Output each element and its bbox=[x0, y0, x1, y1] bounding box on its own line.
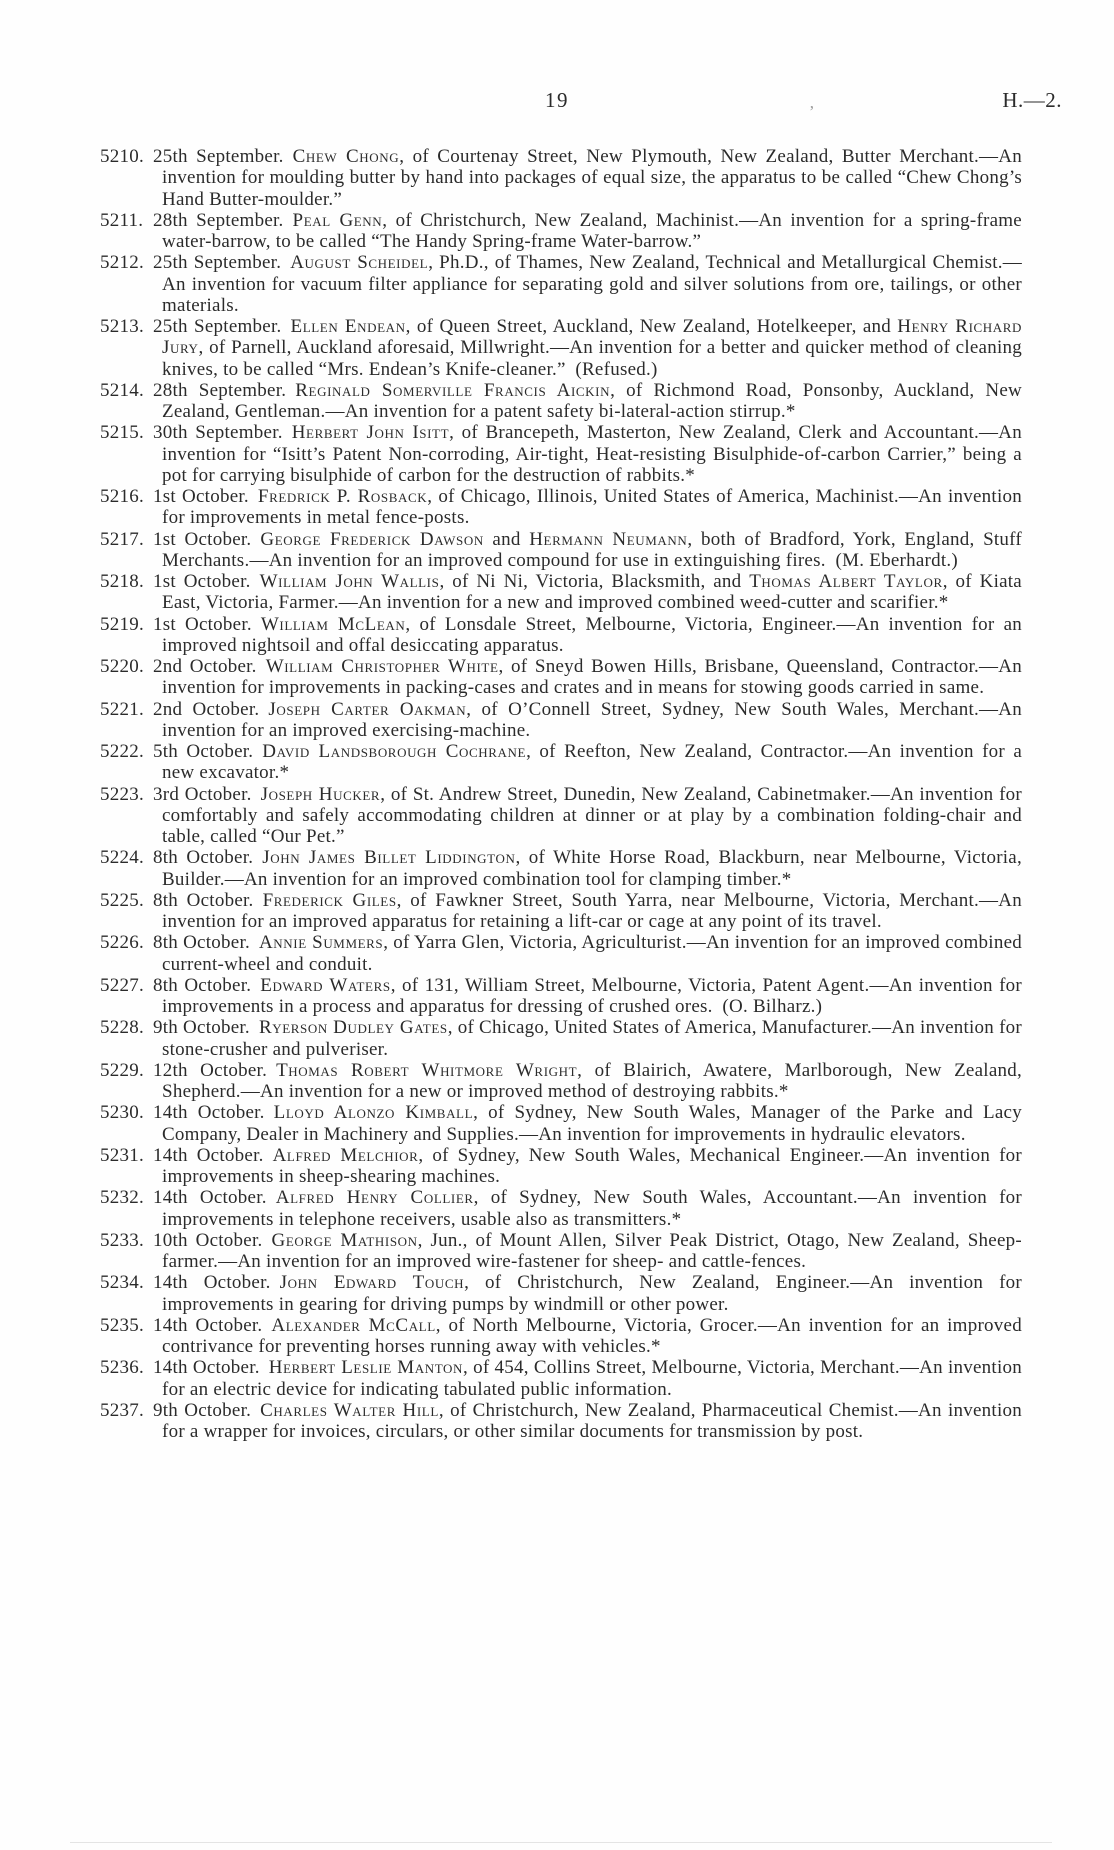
patent-entry bbox=[100, 614, 1022, 657]
entry-date: 14th October. bbox=[153, 1314, 263, 1336]
entry-text: , of Christchurch, New Zealand, Machinist.—An invention for a spring-frame water-barrow, to be called “The Handy Spring-frame Water-barrow.” bbox=[162, 209, 1022, 252]
entry-date: 10th October. bbox=[153, 1229, 263, 1251]
entry-body bbox=[162, 1017, 1022, 1059]
applicant-name: Charles Walter Hill bbox=[260, 1399, 439, 1421]
entry-number: 5219. bbox=[100, 613, 144, 635]
applicant-name: Joseph Hucker bbox=[260, 783, 381, 805]
entry-body bbox=[162, 1400, 1022, 1442]
entry-text: , of Ni Ni, Victoria, Blacksmith, and bbox=[439, 571, 750, 592]
applicant-name: Alexander McCall bbox=[271, 1314, 436, 1336]
applicant-name: John James Billet Liddington bbox=[262, 847, 516, 869]
entry-body bbox=[162, 741, 1022, 783]
entry-body bbox=[162, 380, 1022, 422]
patent-entry bbox=[100, 316, 1022, 380]
scan-artifact-comma: , bbox=[809, 93, 814, 112]
entry-body bbox=[162, 932, 1022, 974]
patent-entry bbox=[100, 1060, 1022, 1103]
entry-number: 5218. bbox=[100, 571, 144, 592]
entry-body bbox=[162, 784, 1022, 848]
applicant-name: Alfred Melchior bbox=[272, 1144, 419, 1166]
entry-text: , of Parnell, Auckland aforesaid, Millwright.—An invention for a better and quicker method of cleaning knives, to be called “Mrs. Endean’s Knife-cleaner.” (Refused.) bbox=[162, 337, 1022, 380]
entry-body bbox=[162, 1060, 1022, 1102]
entry-text: , of Sydney, New South Wales, Accountant.—An invention for improvements in telephone receivers, usable also as transmitters.* bbox=[162, 1187, 1022, 1230]
entry-text: , of O’Connell Street, Sydney, New South Wales, Merchant.—An invention for an improved exercising-machine. bbox=[162, 698, 1022, 741]
entry-body bbox=[162, 1272, 1022, 1314]
applicant-name: David Landsborough Cochrane bbox=[262, 741, 527, 762]
patent-entry bbox=[100, 741, 1022, 784]
applicant-name: Fredrick P. Rosback bbox=[257, 486, 428, 507]
patent-entry bbox=[100, 1017, 1022, 1060]
entry-date: 28th September. bbox=[153, 209, 284, 231]
patent-entry bbox=[100, 422, 1022, 486]
entry-number: 5236. bbox=[100, 1357, 144, 1379]
entry-text: , of Sneyd Bowen Hills, Brisbane, Queensland, Contractor.—An invention for improvements in packing-cases and crates and in means for stowing goods carried in same. bbox=[162, 656, 1022, 699]
entry-body bbox=[162, 571, 1022, 613]
applicant-name: Frederick Giles bbox=[262, 889, 397, 911]
entry-number: 5216. bbox=[100, 486, 144, 507]
entry-number: 5226. bbox=[100, 932, 144, 954]
entry-date: 1st October. bbox=[153, 528, 252, 550]
patent-entry bbox=[100, 146, 1022, 210]
entry-text: , of Fawkner Street, South Yarra, near Melbourne, Victoria, Merchant.—An invention for an improved apparatus for retaining a lift-car or cage at any point of its travel. bbox=[162, 889, 1022, 932]
entry-date: 2nd October. bbox=[153, 656, 257, 677]
entry-body bbox=[162, 1187, 1022, 1229]
applicant-name: Reginald Somerville Francis Aickin bbox=[295, 379, 611, 401]
patent-entry bbox=[100, 1272, 1022, 1315]
entry-body bbox=[162, 146, 1022, 210]
entry-date: 1st October. bbox=[153, 571, 251, 592]
patent-entry bbox=[100, 486, 1022, 529]
entry-body bbox=[162, 252, 1022, 316]
entry-number: 5227. bbox=[100, 974, 144, 996]
entry-body bbox=[162, 1102, 1022, 1144]
entry-body bbox=[162, 847, 1022, 889]
patent-entry bbox=[100, 1230, 1022, 1273]
entry-date: 5th October. bbox=[153, 741, 254, 762]
applicant-name: Henry Richard Jury bbox=[162, 316, 1023, 359]
patent-entry bbox=[100, 529, 1022, 572]
applicant-name: Peal Genn bbox=[292, 209, 383, 231]
entry-text: , Ph.D., of Thames, New Zealand, Technical and Metallurgical Chemist.—An invention for vacuum filter appliance for separating gold and silver solutions from ore, tailings, or other materials. bbox=[162, 252, 1022, 316]
entry-date: 8th October. bbox=[153, 974, 252, 996]
entry-number: 5233. bbox=[100, 1229, 144, 1251]
patent-entry bbox=[100, 252, 1022, 316]
entry-number: 5231. bbox=[100, 1144, 144, 1166]
entry-number: 5234. bbox=[100, 1272, 144, 1294]
entry-number: 5229. bbox=[100, 1059, 144, 1081]
entry-number: 5232. bbox=[100, 1187, 144, 1209]
entry-text: , of Sydney, New South Wales, Mechanical Engineer.—An invention for improvements in sheep-shearing machines. bbox=[162, 1144, 1022, 1187]
applicant-name: Hermann Neumann bbox=[529, 528, 688, 550]
entry-body bbox=[162, 656, 1022, 698]
entry-number: 5235. bbox=[100, 1314, 144, 1336]
applicant-name: Thomas Robert Whitmore Wright bbox=[276, 1059, 578, 1081]
entry-text: , of Christchurch, New Zealand, Engineer.—An invention for improvements in gearing for driving pumps by windmill or other power. bbox=[162, 1272, 1022, 1315]
patent-entry bbox=[100, 656, 1022, 699]
entry-text: , of Chicago, Illinois, United States of America, Machinist.—An invention for improvements in metal fence-posts. bbox=[162, 486, 1022, 529]
entry-date: 14th October. bbox=[153, 1102, 265, 1124]
entry-body bbox=[162, 486, 1022, 528]
patent-entry bbox=[100, 571, 1022, 614]
entry-body bbox=[162, 890, 1022, 932]
entry-text: , of Blairich, Awatere, Marlborough, New Zealand, Shepherd.—An invention for a new or improved method of destroying rabbits.* bbox=[162, 1059, 1023, 1102]
applicant-name: Alfred Henry Collier bbox=[275, 1187, 474, 1209]
entry-date: 14th October. bbox=[153, 1187, 267, 1209]
entry-text: , of White Horse Road, Blackburn, near Melbourne, Victoria, Builder.—An invention for an improved combination tool for clamping timber.* bbox=[162, 847, 1022, 890]
applicant-name: Thomas Albert Taylor bbox=[749, 571, 943, 592]
entry-number: 5214. bbox=[100, 379, 144, 401]
entry-date: 8th October. bbox=[153, 889, 254, 911]
patent-entry bbox=[100, 699, 1022, 742]
entry-text: , of Kiata East, Victoria, Farmer.—An invention for a new and improved combined weed-cutter and scarifier.* bbox=[162, 571, 1022, 614]
entry-text: , of North Melbourne, Victoria, Grocer.—An invention for an improved contrivance for preventing horses running away with vehicles.* bbox=[162, 1314, 1022, 1357]
applicant-name: Ellen Endean bbox=[290, 316, 406, 337]
entry-number: 5228. bbox=[100, 1017, 144, 1039]
entry-date: 3rd October. bbox=[153, 783, 252, 805]
entry-date: 25th September. bbox=[153, 316, 282, 337]
entry-body bbox=[162, 975, 1022, 1017]
entry-number: 5212. bbox=[100, 252, 144, 274]
applicant-name: Joseph Carter Oakman bbox=[268, 698, 467, 720]
entry-text: , Jun., of Mount Allen, Silver Peak District, Otago, New Zealand, Sheep-farmer.—An invention for an improved wire-fastener for sheep- and cattle-fences. bbox=[162, 1229, 1022, 1272]
entry-date: 14th October. bbox=[153, 1357, 260, 1379]
patent-entry bbox=[100, 1315, 1022, 1358]
entry-text: , of Sydney, New South Wales, Manager of the Parke and Lacy Company, Dealer in Machinery and Supplies.—An invention for improvements in hydraulic elevators. bbox=[162, 1102, 1022, 1145]
entry-date: 30th September. bbox=[153, 422, 283, 444]
entry-date: 1st October. bbox=[153, 613, 252, 635]
applicant-name: August Scheidel bbox=[290, 252, 429, 274]
entry-text: and bbox=[483, 528, 530, 550]
page-header bbox=[0, 88, 1114, 118]
entry-body bbox=[162, 1230, 1022, 1272]
entry-number: 5223. bbox=[100, 783, 144, 805]
entry-text: , of Queen Street, Auckland, New Zealand, Hotelkeeper, and bbox=[405, 316, 898, 337]
entry-date: 1st October. bbox=[153, 486, 249, 507]
entry-text: , of Richmond Road, Ponsonby, Auckland, New Zealand, Gentleman.—An invention for a patent safety bi-lateral-action stirrup.* bbox=[162, 379, 1022, 422]
entry-text: , of 454, Collins Street, Melbourne, Victoria, Merchant.—An invention for an electric device for indicating tabulated public information. bbox=[162, 1357, 1022, 1400]
entry-body bbox=[162, 529, 1022, 571]
entry-number: 5224. bbox=[100, 847, 144, 869]
patent-entry bbox=[100, 380, 1022, 423]
applicant-name: Lloyd Alonzo Kimball bbox=[273, 1102, 474, 1124]
entry-date: 14th October. bbox=[153, 1144, 264, 1166]
patent-entries-list bbox=[100, 146, 1022, 1442]
entry-number: 5217. bbox=[100, 528, 144, 550]
entry-date: 8th October. bbox=[153, 932, 250, 954]
patent-entry bbox=[100, 932, 1022, 975]
entry-number: 5220. bbox=[100, 656, 144, 677]
patent-entry bbox=[100, 1400, 1022, 1443]
entry-date: 28th September. bbox=[153, 379, 287, 401]
entry-number: 5213. bbox=[100, 316, 144, 337]
patent-entry bbox=[100, 1145, 1022, 1188]
applicant-name: William McLean bbox=[260, 613, 406, 635]
patent-entry bbox=[100, 1102, 1022, 1145]
applicant-name: Edward Waters bbox=[260, 974, 391, 996]
applicant-name: John Edward Touch bbox=[279, 1272, 465, 1294]
patent-entry bbox=[100, 210, 1022, 253]
entry-date: 25th September. bbox=[153, 146, 284, 167]
entry-date: 8th October. bbox=[153, 847, 254, 869]
patent-entry bbox=[100, 1357, 1022, 1400]
entry-number: 5222. bbox=[100, 741, 144, 762]
entry-date: 25th September. bbox=[153, 252, 282, 274]
entry-body bbox=[162, 210, 1022, 252]
entry-date: 2nd October. bbox=[153, 698, 260, 720]
entry-date: 14th October. bbox=[153, 1272, 271, 1294]
entry-text: , both of Bradford, York, England, Stuff Merchants.—An invention for an improved compound for use in extinguishing fires. (M. Eberhardt.) bbox=[162, 528, 1022, 571]
entry-body bbox=[162, 699, 1022, 741]
entry-body bbox=[162, 422, 1022, 486]
entry-body bbox=[162, 316, 1022, 380]
entry-date: 9th October. bbox=[153, 1399, 252, 1421]
patent-entry bbox=[100, 975, 1022, 1018]
entry-body bbox=[162, 1145, 1022, 1187]
entry-date: 9th October. bbox=[153, 1017, 250, 1039]
applicant-name: Ryerson Dudley Gates bbox=[258, 1017, 448, 1039]
applicant-name: Herbert Leslie Manton bbox=[268, 1357, 463, 1379]
entry-body bbox=[162, 1357, 1022, 1399]
page-number: 19 bbox=[545, 88, 569, 112]
patent-entry bbox=[100, 1187, 1022, 1230]
entry-number: 5215. bbox=[100, 422, 144, 444]
patent-entry bbox=[100, 847, 1022, 890]
entry-number: 5221. bbox=[100, 698, 144, 720]
applicant-name: George Mathison bbox=[271, 1229, 418, 1251]
patent-entry bbox=[100, 784, 1022, 848]
applicant-name: Annie Summers bbox=[258, 932, 384, 954]
entry-text: , of Brancepeth, Masterton, New Zealand, Clerk and Accountant.—An invention for “Isitt’s Patent Non-corroding, Air-tight, Heat-resisting Bisulphide-of-carbon Carrier,” being a pot for carrying bisulphide of carbon for the destruction of rabbits.* bbox=[162, 422, 1022, 486]
entry-number: 5225. bbox=[100, 889, 144, 911]
entry-text: , of Yarra Glen, Victoria, Agriculturist.—An invention for an improved combined current-wheel and conduit. bbox=[162, 932, 1023, 975]
page-bottom-rule bbox=[70, 1842, 1052, 1843]
document-reference: H.—2. bbox=[1002, 88, 1062, 112]
applicant-name: Chew Chong bbox=[292, 146, 400, 167]
entry-text: , of 131, William Street, Melbourne, Victoria, Patent Agent.—An invention for improvements in a process and apparatus for dressing of crushed ores. (O. Bilharz.) bbox=[162, 974, 1022, 1017]
entry-text: , of Courtenay Street, New Plymouth, New Zealand, Butter Merchant.—An invention for moulding butter by hand into packages of equal size, the apparatus to be called “Chew Chong’s Hand Butter-moulder.” bbox=[162, 146, 1022, 210]
applicant-name: William John Wallis bbox=[259, 571, 440, 592]
applicant-name: Herbert John Isitt bbox=[291, 422, 450, 444]
entry-date: 12th October. bbox=[153, 1059, 268, 1081]
entry-text: , of Christchurch, New Zealand, Pharmaceutical Chemist.—An invention for a wrapper for invoices, circulars, or other similar documents for transmission by post. bbox=[162, 1399, 1022, 1442]
entry-text: , of Chicago, United States of America, Manufacturer.—An invention for stone-crusher and pulveriser. bbox=[162, 1017, 1022, 1060]
entry-text: , of St. Andrew Street, Dunedin, New Zealand, Cabinetmaker.—An invention for comfortably and safely accommodating children at dinner or at play by a combination folding-chair and table, called “Our Pet.” bbox=[162, 783, 1022, 847]
entry-text: , of Reefton, New Zealand, Contractor.—An invention for a new excavator.* bbox=[162, 741, 1023, 784]
patent-entry bbox=[100, 890, 1022, 933]
applicant-name: George Frederick Dawson bbox=[260, 528, 484, 550]
entry-text: , of Lonsdale Street, Melbourne, Victoria, Engineer.—An invention for an improved nightsoil and offal desiccating apparatus. bbox=[162, 613, 1023, 656]
entry-number: 5230. bbox=[100, 1102, 144, 1124]
entry-body bbox=[162, 1315, 1022, 1357]
entry-body bbox=[162, 614, 1022, 656]
applicant-name: William Christopher White bbox=[265, 656, 499, 677]
entry-number: 5211. bbox=[100, 209, 144, 231]
entry-number: 5210. bbox=[100, 146, 144, 167]
entry-number: 5237. bbox=[100, 1399, 144, 1421]
